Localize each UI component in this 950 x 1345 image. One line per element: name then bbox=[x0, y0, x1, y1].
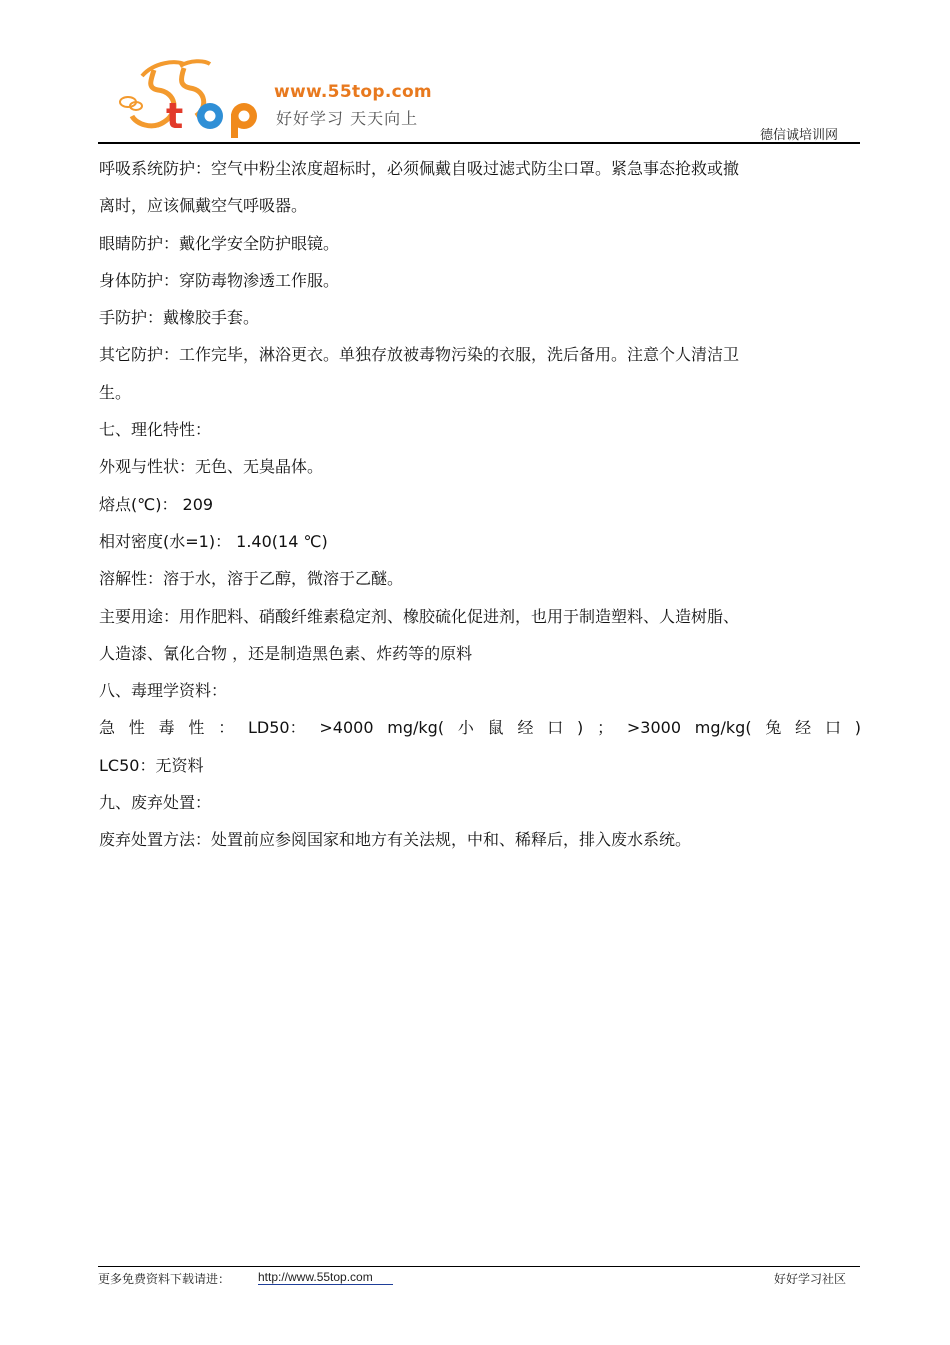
acute-toxicity-line bbox=[99, 709, 861, 746]
55top-logo-mark-icon bbox=[114, 56, 274, 140]
toxicity-token: 兔 bbox=[765, 718, 782, 738]
toxicity-token: 急 bbox=[99, 718, 116, 738]
toxicity-token: >4000 bbox=[319, 718, 374, 738]
toxicity-token: 口 bbox=[547, 718, 564, 738]
toxicity-token: 毒 bbox=[158, 718, 175, 738]
header-divider bbox=[98, 142, 860, 144]
footer-community-text: 好好学习社区 bbox=[773, 1272, 846, 1286]
section-heading: 八、毒理学资料： bbox=[99, 681, 228, 701]
text-line: 相对密度(水=1)： 1.40(14 ℃) bbox=[99, 531, 328, 551]
text-line: 外观与性状：无色、无臭晶体。 bbox=[99, 457, 324, 477]
logo-url-text: www.55top.com bbox=[274, 82, 432, 102]
text-line: LC50：无资料 bbox=[99, 755, 204, 775]
section-heading: 九、废弃处置： bbox=[99, 793, 212, 813]
text-line: 主要用途：用作肥料、硝酸纤维素稳定剂、橡胶硫化促进剂，也用于制造塑料、人造树脂、 bbox=[99, 606, 740, 626]
text-line: 离时，应该佩戴空气呼吸器。 bbox=[99, 196, 308, 216]
svg-text:t: t bbox=[166, 96, 184, 137]
site-name: 德信诚培训网 bbox=[759, 128, 838, 143]
toxicity-token: 性 bbox=[188, 718, 205, 738]
toxicity-token: ； bbox=[597, 718, 614, 738]
toxicity-token: 经 bbox=[795, 718, 812, 738]
document-body bbox=[99, 150, 861, 859]
toxicity-token: >3000 bbox=[626, 718, 681, 738]
footer-divider bbox=[98, 1266, 860, 1267]
toxicity-token: 鼠 bbox=[487, 718, 504, 738]
page-footer bbox=[98, 1270, 860, 1290]
toxicity-token: 口 bbox=[824, 718, 841, 738]
section-heading: 七、理化特性： bbox=[99, 420, 212, 440]
toxicity-token: 经 bbox=[517, 718, 534, 738]
toxicity-token: 性 bbox=[128, 718, 145, 738]
toxicity-token: ) bbox=[854, 718, 861, 738]
footer-download-text: 更多免费资料下载请进： bbox=[98, 1272, 231, 1286]
text-line: 其它防护：工作完毕，淋浴更衣。单独存放被毒物污染的衣服，洗后备用。注意个人清洁卫 bbox=[99, 345, 740, 365]
toxicity-token: LD50： bbox=[247, 718, 306, 738]
text-line: 人造漆、氰化合物 ，还是制造黑色素、炸药等的原料 bbox=[99, 643, 473, 663]
text-line: 手防护：戴橡胶手套。 bbox=[99, 308, 260, 328]
text-line: 生。 bbox=[99, 382, 132, 402]
toxicity-token: mg/kg( bbox=[694, 718, 752, 738]
text-line: 眼睛防护：戴化学安全防护眼镜。 bbox=[99, 233, 340, 253]
toxicity-token: ： bbox=[218, 718, 235, 738]
toxicity-token: 小 bbox=[457, 718, 474, 738]
logo-slogan: 好好学习 天天向上 bbox=[276, 109, 419, 128]
text-line: 呼吸系统防护：空气中粉尘浓度超标时，必须佩戴自吸过滤式防尘口罩。紧急事态抢救或撤 bbox=[99, 159, 740, 178]
toxicity-token: mg/kg( bbox=[387, 718, 445, 738]
logo bbox=[114, 56, 444, 140]
text-line: 熔点(℃)： 209 bbox=[99, 494, 214, 514]
toxicity-token: ) bbox=[577, 718, 584, 738]
footer-site-link[interactable]: http://www.55top.com bbox=[258, 1270, 393, 1285]
text-line: 溶解性：溶于水，溶于乙醇，微溶于乙醚。 bbox=[99, 569, 404, 589]
text-line: 废弃处置方法：处置前应参阅国家和地方有关法规，中和、稀释后，排入废水系统。 bbox=[99, 830, 692, 850]
text-line: 身体防护：穿防毒物渗透工作服。 bbox=[99, 270, 340, 290]
page-header bbox=[98, 52, 860, 144]
